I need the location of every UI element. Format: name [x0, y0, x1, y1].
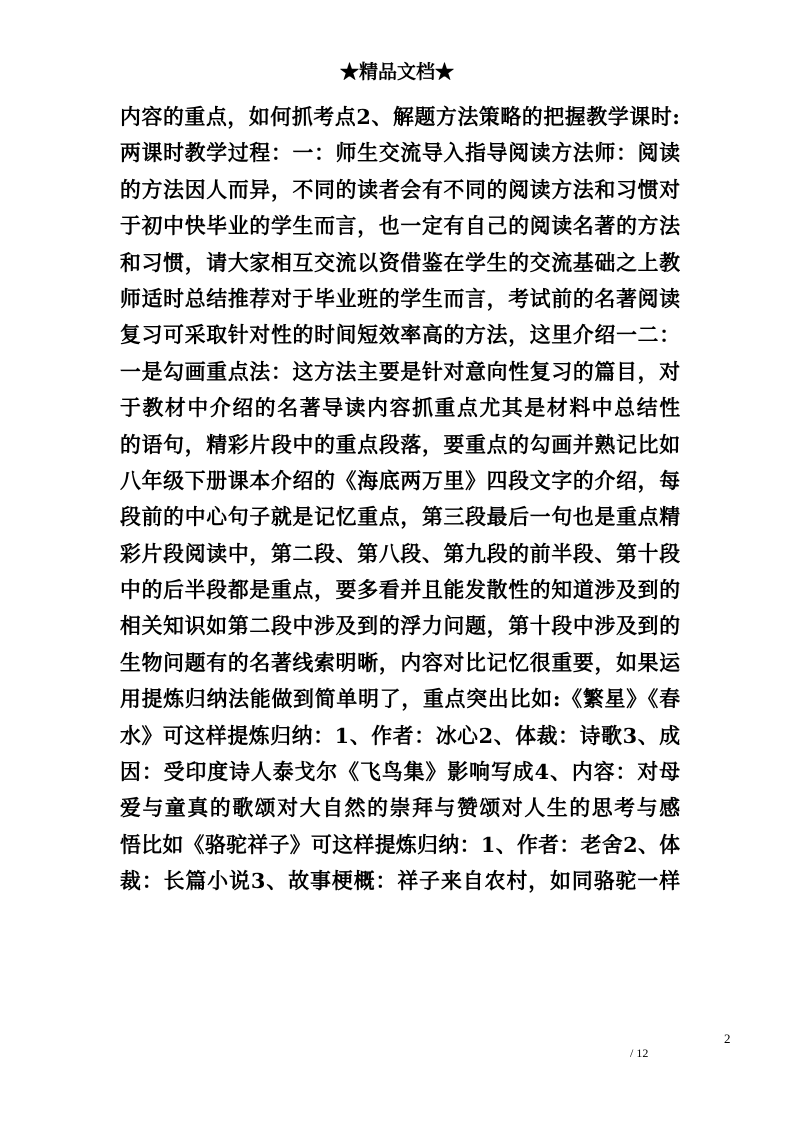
- text-line: 生物问题有的名著线索明晰，内容对比记忆很重要，如果运: [120, 649, 680, 675]
- text-line: 复习可采取针对性的时间短效率高的方法，这里介绍一二：: [120, 322, 680, 348]
- page-total: / 12: [630, 1046, 649, 1060]
- text-line: 爱与童真的歌颂对大自然的崇拜与赞颂对人生的思考与感: [120, 795, 680, 821]
- text-line: 因：受印度诗人泰戈尔《飞鸟集》影响写成4、内容：对母: [120, 759, 680, 785]
- text-line: 段前的中心句子就是记忆重点，第三段最后一句也是重点精: [120, 504, 680, 530]
- text-line: 八年级下册课本介绍的《海底两万里》四段文字的介绍，每: [120, 467, 680, 493]
- text-line: 一是勾画重点法：这方法主要是针对意向性复习的篇目，对: [120, 358, 680, 384]
- text-line: 相关知识如第二段中涉及到的浮力问题，第十段中涉及到的: [120, 613, 680, 639]
- text-line: 中的后半段都是重点，要多看并且能发散性的知道涉及到的: [120, 577, 680, 603]
- text-line: 于初中快毕业的学生而言，也一定有自己的阅读名著的方法: [120, 213, 680, 239]
- text-line: 的方法因人而异，不同的读者会有不同的阅读方法和习惯对: [120, 176, 680, 202]
- text-line: 彩片段阅读中，第二段、第八段、第九段的前半段、第十段: [120, 540, 680, 566]
- page-number: 2: [724, 1031, 731, 1046]
- text-line: 水》可这样提炼归纳：1、作者：冰心2、体裁：诗歌3、成: [120, 722, 680, 748]
- text-line: 于教材中介绍的名著导读内容抓重点尤其是材料中总结性: [120, 395, 680, 421]
- text-line: 的语句，精彩片段中的重点段落，要重点的勾画并熟记比如: [120, 431, 680, 457]
- text-line: 两课时教学过程：一：师生交流导入指导阅读方法师：阅读: [120, 140, 680, 166]
- text-line: 悟比如《骆驼祥子》可这样提炼归纳：1、作者：老舍2、体: [120, 831, 680, 857]
- document-body: [120, 99, 680, 900]
- text-line: 用提炼归纳法能做到简单明了，重点突出比如:《繁星》《春: [120, 686, 680, 712]
- text-line: 裁：长篇小说3、故事梗概：祥子来自农村，如同骆驼一样: [120, 868, 680, 894]
- text-line: 内容的重点，如何抓考点2、解题方法策略的把握教学课时:: [120, 104, 680, 129]
- document-header-title: ★精品文档★: [339, 61, 454, 83]
- text-line: 师适时总结推荐对于毕业班的学生而言，考试前的名著阅读: [120, 285, 680, 311]
- text-line: 和习惯，请大家相互交流以资借鉴在学生的交流基础之上教: [120, 249, 680, 275]
